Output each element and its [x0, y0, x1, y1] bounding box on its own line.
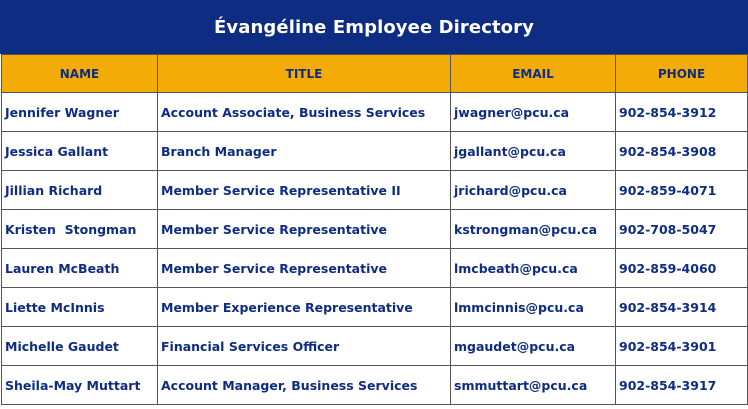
employee-name: Lauren McBeath [2, 249, 158, 288]
employee-name: Kristen Stongman [2, 210, 158, 249]
employee-email: kstrongman@pcu.ca [451, 210, 616, 249]
column-header-email: EMAIL [451, 55, 616, 93]
employee-name: Jessica Gallant [2, 132, 158, 171]
column-header-name: NAME [2, 55, 158, 93]
employee-name: Sheila-May Muttart [2, 366, 158, 405]
employee-email: smmuttart@pcu.ca [451, 366, 616, 405]
employee-phone: 902-708-5047 [616, 210, 748, 249]
employee-name: Jillian Richard [2, 171, 158, 210]
table-row [2, 288, 748, 327]
employee-email: lmcbeath@pcu.ca [451, 249, 616, 288]
employee-title: Member Experience Representative [158, 288, 451, 327]
table-row [2, 327, 748, 366]
column-header-title: TITLE [158, 55, 451, 93]
page-title: Évangéline Employee Directory [214, 16, 534, 38]
table-row [2, 132, 748, 171]
employee-title: Branch Manager [158, 132, 451, 171]
employee-phone: 902-854-3917 [616, 366, 748, 405]
table-row [2, 210, 748, 249]
employee-phone: 902-859-4060 [616, 249, 748, 288]
employee-name: Jennifer Wagner [2, 93, 158, 132]
employee-title: Member Service Representative [158, 249, 451, 288]
table-row [2, 171, 748, 210]
directory-table [1, 54, 748, 405]
employee-phone: 902-854-3908 [616, 132, 748, 171]
employee-title: Member Service Representative [158, 210, 451, 249]
employee-email: jgallant@pcu.ca [451, 132, 616, 171]
employee-title: Account Associate, Business Services [158, 93, 451, 132]
employee-email: lmmcinnis@pcu.ca [451, 288, 616, 327]
table-row [2, 249, 748, 288]
employee-email: jwagner@pcu.ca [451, 93, 616, 132]
table-header-row [2, 55, 748, 93]
employee-email: jrichard@pcu.ca [451, 171, 616, 210]
employee-phone: 902-854-3914 [616, 288, 748, 327]
title-bar [0, 0, 748, 54]
employee-name: Michelle Gaudet [2, 327, 158, 366]
employee-title: Financial Services Officer [158, 327, 451, 366]
employee-title: Member Service Representative II [158, 171, 451, 210]
employee-phone: 902-859-4071 [616, 171, 748, 210]
column-header-phone: PHONE [616, 55, 748, 93]
employee-phone: 902-854-3912 [616, 93, 748, 132]
employee-email: mgaudet@pcu.ca [451, 327, 616, 366]
table-row [2, 366, 748, 405]
table-row [2, 93, 748, 132]
employee-phone: 902-854-3901 [616, 327, 748, 366]
employee-name: Liette McInnis [2, 288, 158, 327]
employee-title: Account Manager, Business Services [158, 366, 451, 405]
